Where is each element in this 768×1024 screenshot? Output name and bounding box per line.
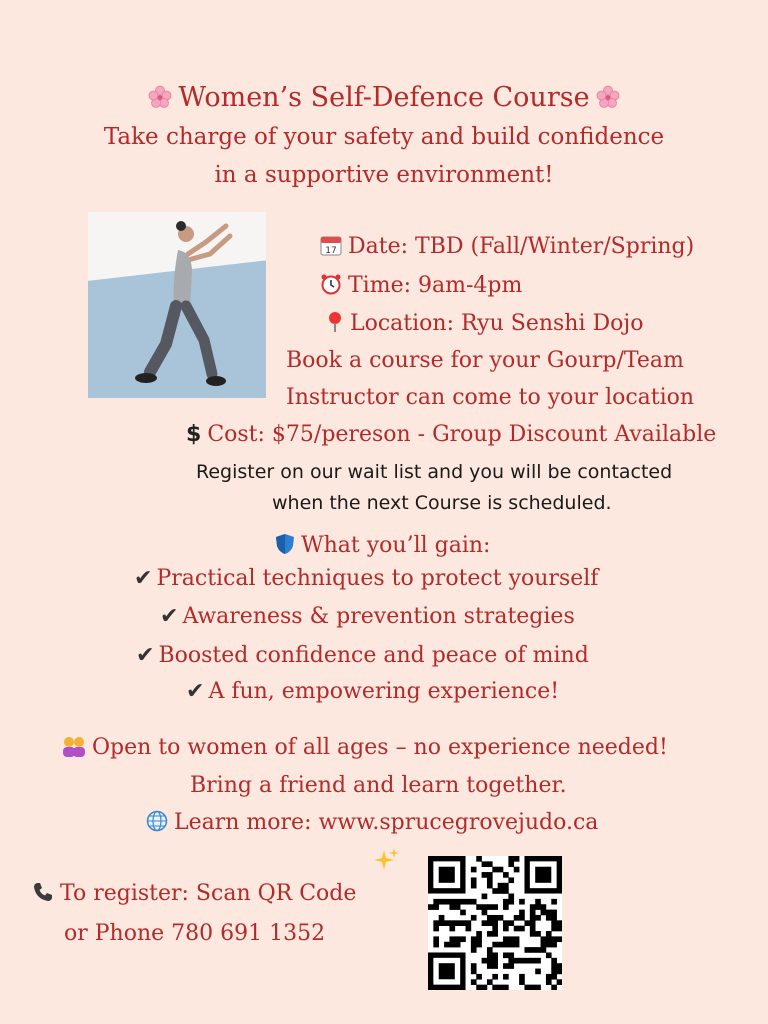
tagline-line1: Take charge of your safety and build confidence <box>103 124 665 150</box>
shield-icon <box>275 533 295 561</box>
bring-friend-line: Bring a friend and learn together. <box>190 773 567 798</box>
alarm-clock-icon <box>320 273 342 301</box>
calendar-icon <box>320 234 342 262</box>
globe-icon <box>146 810 168 838</box>
list-item: ✔ Practical techniques to protect yourself <box>134 566 599 591</box>
qr-code[interactable] <box>428 856 562 990</box>
check-mark-icon: ✔ <box>136 643 155 668</box>
check-mark-icon: ✔ <box>186 679 205 704</box>
website-link[interactable]: Learn more: www.sprucegrovejudo.ca <box>174 810 599 835</box>
group-line: Book a course for your Gourp/Team <box>286 348 684 373</box>
list-item: ✔ A fun, empowering experience! <box>186 679 560 704</box>
svg-text:17: 17 <box>325 246 337 256</box>
open-to-line: Open to women of all ages – no experience needed! <box>62 735 668 763</box>
cost-line: $ Cost: $75/pereson - Group Discount Available <box>186 422 717 447</box>
register-note-line1: Register on our wait list and you will be contacted <box>196 461 673 483</box>
check-mark-icon: ✔ <box>160 604 179 629</box>
cherry-blossom-icon <box>148 85 172 116</box>
page-title <box>0 82 768 116</box>
gain-heading: What you’ll gain: <box>275 533 490 561</box>
list-item: ✔ Boosted confidence and peace of mind <box>136 643 589 668</box>
dollar-icon: $ <box>186 422 202 447</box>
learn-more-line <box>146 810 598 838</box>
register-line1: To register: Scan QR Code <box>32 881 356 909</box>
women-group-icon <box>62 735 86 763</box>
register-note-line2: when the next Course is scheduled. <box>272 492 612 514</box>
date-line: 17 Date: TBD (Fall/Winter/Spring) <box>320 234 694 262</box>
register-line2[interactable]: or Phone 780 691 1352 <box>64 921 326 946</box>
tagline-line2: in a supportive environment! <box>214 162 554 188</box>
travel-line: Instructor can come to your location <box>286 385 695 410</box>
location-line: Location: Ryu Senshi Dojo <box>326 311 643 339</box>
map-pin-icon <box>326 311 344 339</box>
phone-icon <box>32 881 54 909</box>
list-item: ✔ Awareness & prevention strategies <box>160 604 575 629</box>
sparkles-icon <box>370 846 400 880</box>
check-mark-icon: ✔ <box>134 566 153 591</box>
title-text: Women’s Self-Defence Course <box>178 82 590 113</box>
time-line: Time: 9am-4pm <box>320 273 522 301</box>
woman-self-defence-photo <box>88 212 266 398</box>
cherry-blossom-icon <box>596 85 620 116</box>
